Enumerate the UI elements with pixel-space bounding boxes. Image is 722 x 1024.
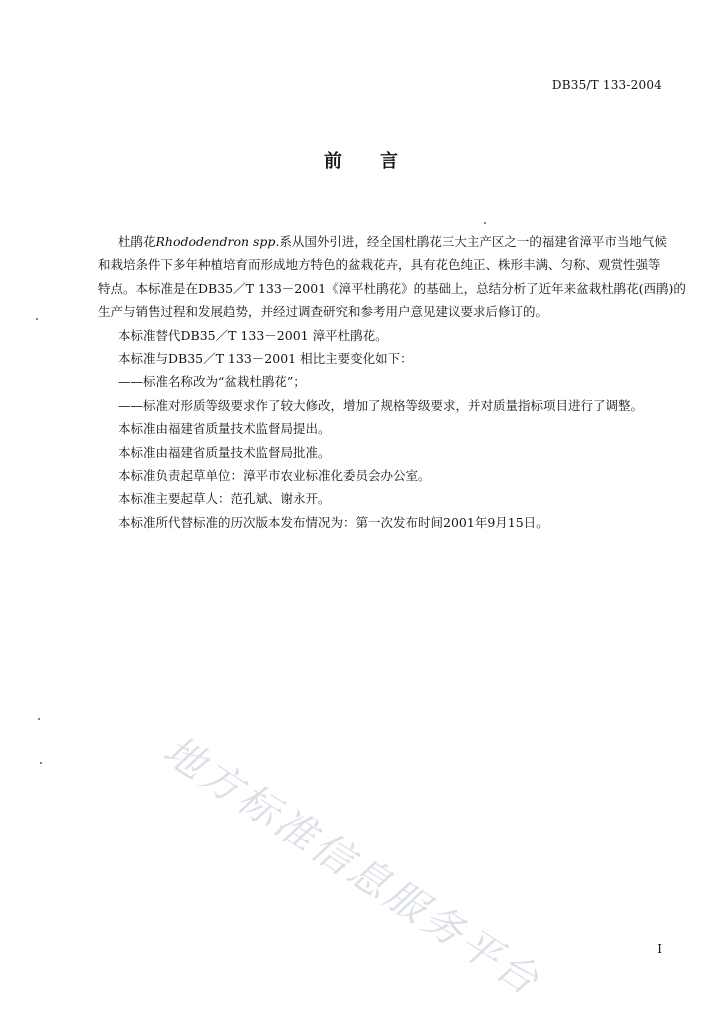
change-item-2-text: ——标准对形质等级要求作了较大修改，增加了规格等级要求，并对质量指标项目进行了调整。	[118, 397, 644, 413]
page-number: I	[657, 942, 662, 956]
approved-text: 本标准由福建省质量技术监督局批准。	[118, 444, 331, 460]
scan-speck	[38, 718, 40, 720]
drafters-text: 本标准主要起草人：范孔斌、谢永开。	[118, 491, 331, 507]
watermark: 地方标准信息服务平台	[155, 727, 550, 1006]
change-item-1	[118, 370, 666, 393]
scan-speck	[484, 222, 486, 224]
paragraph-history	[118, 511, 666, 534]
intro-line-3: 特点。本标准是在DB35／T 133－2001《漳平杜鹃花》的基础上，总结分析了近年来盆栽杜鹃花(西鹃)的	[98, 280, 686, 296]
preface-body	[98, 230, 686, 534]
paragraph-proposed	[118, 417, 666, 440]
paragraph-changes	[118, 347, 666, 370]
paragraph-drafters	[118, 487, 666, 510]
proposed-text: 本标准由福建省质量技术监督局提出。	[118, 421, 331, 437]
intro-line-4: 生产与销售过程和发展趋势，并经过调查研究和参考用户意见建议要求后修订的。	[98, 304, 549, 320]
change-item-1-text: ——标准名称改为“盆栽杜鹃花”；	[118, 374, 306, 390]
paragraph-replaces	[118, 324, 666, 347]
latin-name: Rhododendron spp	[155, 234, 276, 249]
change-item-2	[118, 394, 666, 417]
paragraph-drafting-unit	[118, 464, 666, 487]
document-code: DB35/T 133-2004	[551, 78, 662, 92]
scan-speck	[40, 762, 42, 764]
paragraph-approved	[118, 441, 666, 464]
page-title: 前言	[324, 151, 436, 172]
intro-text-a: 杜鹃花	[118, 234, 156, 249]
changes-text: 本标准与DB35／T 133－2001 相比主要变化如下：	[118, 351, 413, 367]
scan-speck	[36, 318, 38, 320]
intro-line-2: 和栽培条件下多年种植培育而形成地方特色的盆栽花卉，具有花色纯正、株形丰满、匀称、观赏性强等	[98, 257, 661, 273]
intro-text-b: .系从国外引进，经全国杜鹃花三大主产区之一的福建省漳平市当地气候	[275, 234, 667, 249]
drafting-unit-text: 本标准负责起草单位：漳平市农业标准化委员会办公室。	[118, 468, 431, 484]
intro-line-1	[118, 230, 666, 253]
paragraph-intro	[98, 230, 686, 324]
history-text: 本标准所代替标准的历次版本发布情况为：第一次发布时间2001年9月15日。	[118, 514, 549, 530]
replaces-text: 本标准替代DB35／T 133－2001 漳平杜鹃花。	[118, 327, 388, 343]
